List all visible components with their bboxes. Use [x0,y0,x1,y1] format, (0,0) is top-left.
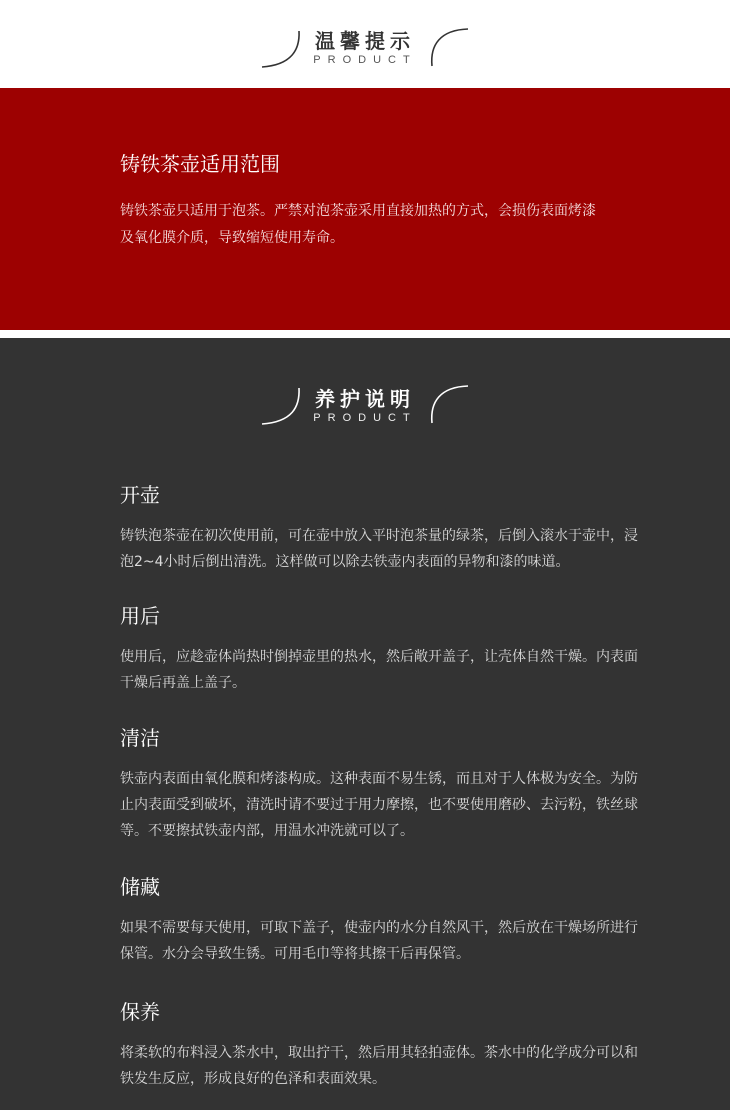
notice-heading [0,25,730,85]
care-item-body: 铸铁泡茶壶在初次使用前，可在壶中放入平时泡茶量的绿茶，后倒入滚水于壶中，浸泡2~4小时后倒出清洗。这样做可以除去铁壶内表面的异物和漆的味道。 [120,528,638,570]
care-item-heading: 保养 [120,1000,160,1024]
care-item-heading: 用后 [120,604,160,628]
care-item-after-use [120,602,640,696]
notice-header-section [0,0,730,88]
care-subtitle: PRODUCT [313,412,417,424]
usage-scope-section [0,88,730,330]
care-section [0,338,730,1110]
care-heading [0,383,730,443]
care-item-clean [120,724,640,844]
care-item-maintenance [120,998,640,1092]
usage-scope-title: 铸铁茶壶适用范围 [120,152,280,176]
care-item-body: 铁壶内表面由氧化膜和烤漆构成。这种表面不易生锈，而且对于人体极为安全。为防止内表面受到破坏，清洗时请不要过于用力摩擦，也不要使用磨砂、去污粉，铁丝球等。不要擦拭铁壶内部，用温水冲洗就可以了。 [120,771,638,839]
usage-scope-body: 铸铁茶壶只适用于泡茶。严禁对泡茶壶采用直接加热的方式，会损伤表面烤漆及氧化膜介质，导致缩短使用寿命。 [120,203,596,246]
care-item-heading: 清洁 [120,726,160,750]
care-item-storage [120,873,640,967]
care-item-open [120,481,640,575]
care-title: 养护说明 [315,387,415,411]
care-item-heading: 开壶 [120,483,160,507]
notice-subtitle: PRODUCT [313,54,417,66]
care-item-body: 如果不需要每天使用，可取下盖子，使壶内的水分自然风干，然后放在干燥场所进行保管。水分会导致生锈。可用毛巾等将其擦干后再保管。 [120,920,638,962]
notice-title: 温馨提示 [315,29,415,53]
section-divider [0,330,730,338]
care-item-heading: 储藏 [120,875,160,899]
care-item-body: 将柔软的布料浸入茶水中，取出拧干，然后用其轻拍壶体。茶水中的化学成分可以和铁发生反应，形成良好的色泽和表面效果。 [120,1045,638,1087]
care-item-body: 使用后，应趁壶体尚热时倒掉壶里的热水，然后敞开盖子，让壳体自然干燥。内表面干燥后再盖上盖子。 [120,649,638,691]
